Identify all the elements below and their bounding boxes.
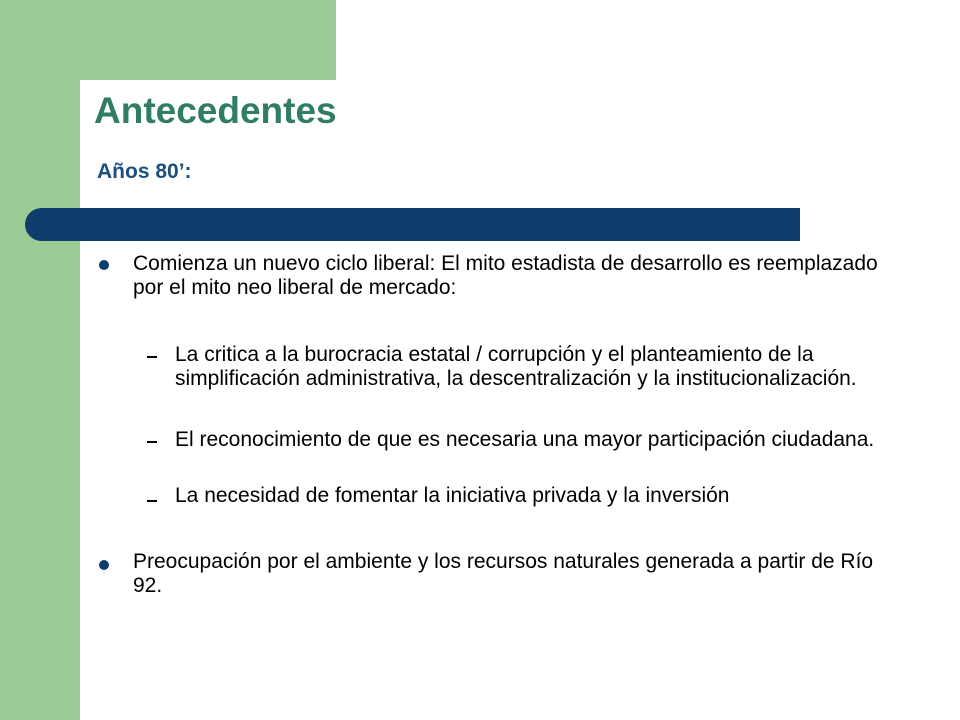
dash-icon xyxy=(147,441,157,443)
subitem-text-3: La necesidad de fomentar la iniciativa privada y la inversión xyxy=(175,484,730,507)
bullet-icon xyxy=(99,560,109,570)
dash-icon xyxy=(147,500,157,502)
slide-title: Antecedentes xyxy=(94,90,337,131)
subitem-text-2: El reconocimiento de que es necesaria una mayor participación ciudadana. xyxy=(175,428,875,451)
bullet-icon xyxy=(99,260,109,270)
bullet-text-1: Comienza un nuevo ciclo liberal: El mito estadista de desarrollo es reemplazado por el mito neo liberal de mercado: xyxy=(133,252,878,299)
dash-icon xyxy=(147,356,157,358)
bullet-text-2: Preocupación por el ambiente y los recursos naturales generada a partir de Río 92. xyxy=(133,550,874,597)
subitem-text-1: La critica a la burocracia estatal / corrupción y el planteamiento de la simplificación administrativa, la descentralización y la institucionalización. xyxy=(175,343,857,390)
slide-subtitle: Años 80’: xyxy=(97,160,192,183)
